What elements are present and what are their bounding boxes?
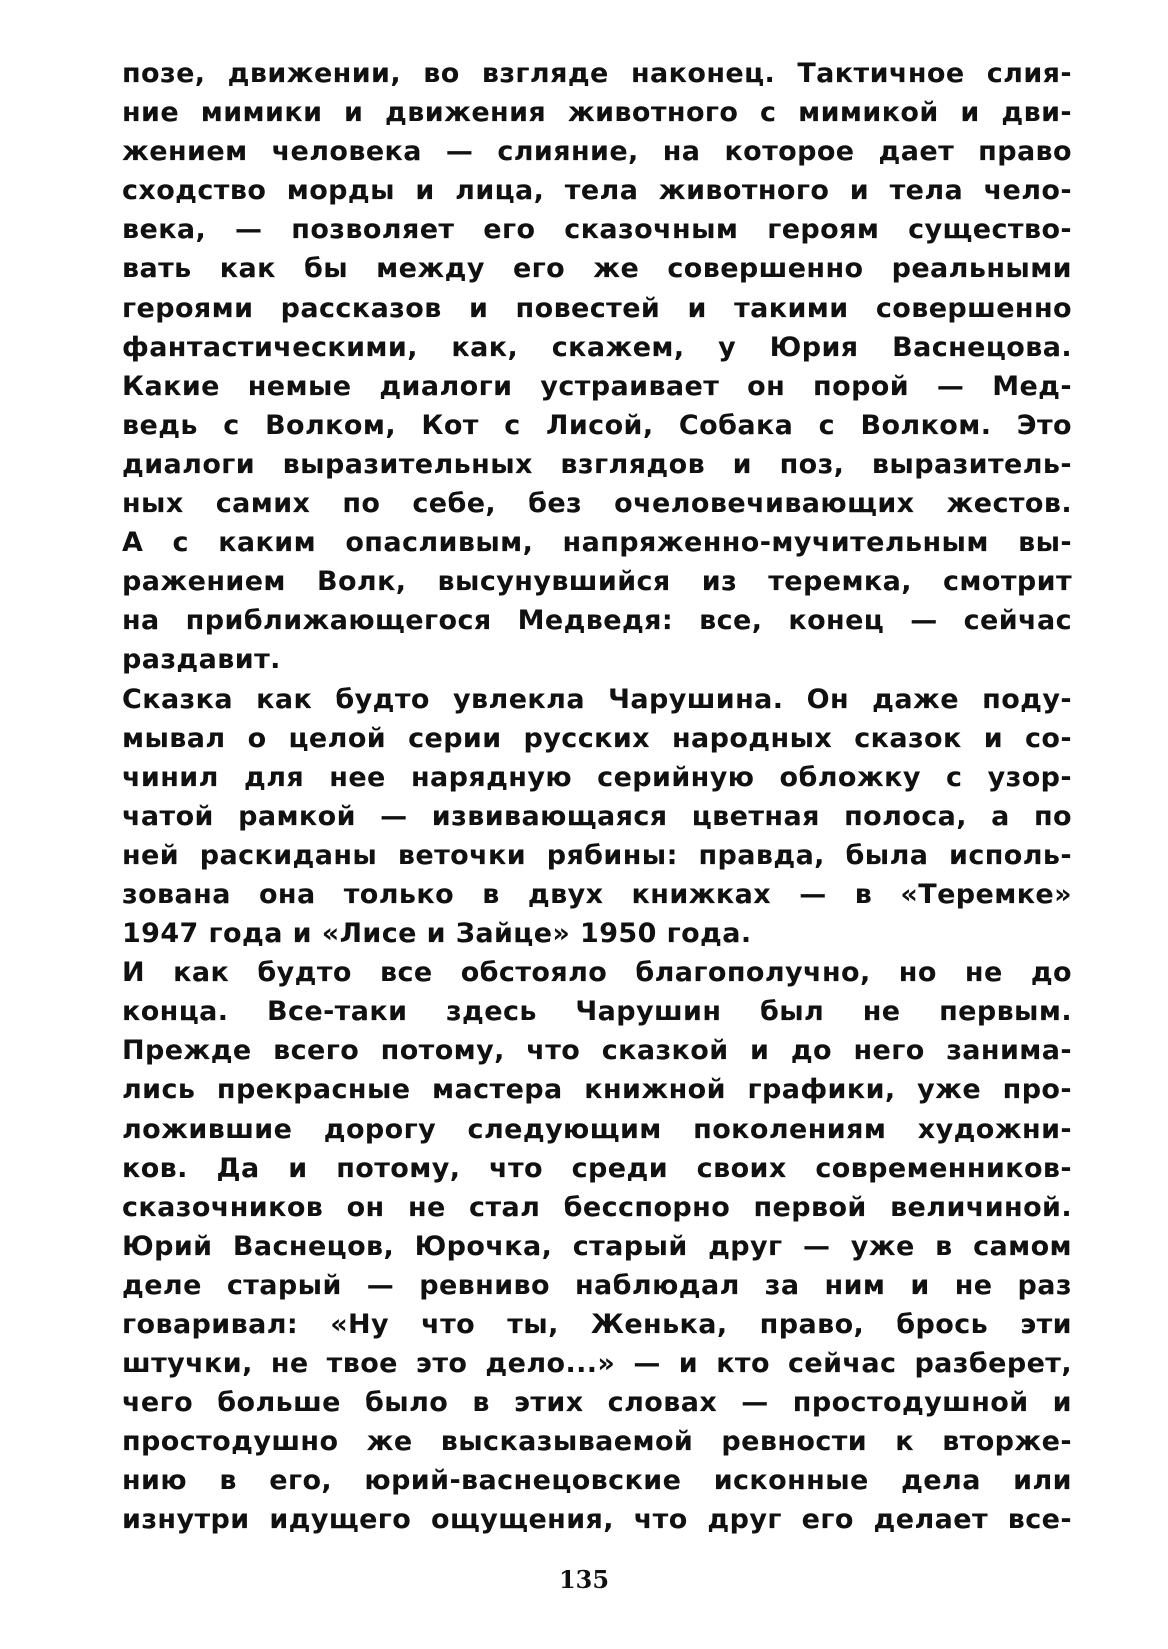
text-line: ражением Волк, высунувшийся из теремка, смотрит xyxy=(122,566,1072,598)
text-line: сказочников он не стал бесспорно первой величиной. xyxy=(122,1191,1072,1223)
text-line: Юрий Васнецов, Юрочка, старый друг — уже в самом xyxy=(122,1230,1072,1262)
text-line: героями рассказов и повестей и такими совершенно xyxy=(122,292,1072,324)
text-line: изнутри идущего ощущения, что друг его делает все- xyxy=(122,1504,1072,1536)
text-line: раздавит. xyxy=(122,644,281,676)
text-line: века, — позволяет его сказочным героям существо- xyxy=(122,214,1072,246)
text-line: сходство морды и лица, тела животного и тела чело- xyxy=(122,175,1072,207)
text-line: 1947 года и «Лисе и Зайце» 1950 года. xyxy=(122,918,752,950)
text-line: штучки, не твое это дело...» — и кто сейчас разберет, xyxy=(122,1348,1072,1380)
text-line: простодушно же высказываемой ревности к вторже- xyxy=(122,1426,1072,1458)
text-line: конца. Все-таки здесь Чарушин был не первым. xyxy=(122,996,1072,1028)
paragraph-3 xyxy=(122,953,1072,1539)
paragraph-1 xyxy=(122,54,1072,680)
text-line: А с каким опасливым, напряженно-мучительным вы- xyxy=(122,527,1072,559)
body-text xyxy=(122,54,1072,1540)
text-line: ных самих по себе, без очеловечивающих жестов. xyxy=(122,488,1072,520)
text-line: ложившие дорогу следующим поколениям художни- xyxy=(122,1113,1072,1145)
text-line: вать как бы между его же совершенно реальными xyxy=(122,253,1072,285)
text-line: говаривал: «Ну что ты, Женька, право, брось эти xyxy=(122,1309,1072,1340)
text-line: Какие немые диалоги устраивает он порой — Мед- xyxy=(122,370,1072,402)
text-line: жением человека — слияние, на которое дает право xyxy=(122,136,1072,168)
text-line: ние мимики и движения животного с мимикой и дви- xyxy=(122,97,1072,129)
text-line: лись прекрасные мастера книжной графики, уже про- xyxy=(122,1074,1072,1106)
text-line: позе, движении, во взгляде наконец. Тактичное слия- xyxy=(122,58,1072,89)
text-line: ков. Да и потому, что среди своих современников- xyxy=(122,1152,1072,1184)
text-line: фантастическими, как, скажем, у Юрия Васнецова. xyxy=(122,331,1072,363)
text-line: зована она только в двух книжках — в «Теремке» xyxy=(122,878,1072,910)
text-line: ней раскиданы веточки рябины: правда, была исполь- xyxy=(122,839,1072,871)
text-line: чинил для нее нарядную серийную обложку с узор- xyxy=(122,761,1072,793)
text-line: Сказка как будто увлекла Чарушина. Он даже поду- xyxy=(122,683,1072,715)
text-line: И как будто все обстояло благополучно, но не до xyxy=(122,957,1072,989)
text-line: мывал о целой серии русских народных сказок и со- xyxy=(122,722,1072,754)
text-line: на приближающегося Медведя: все, конец — сейчас xyxy=(122,605,1072,637)
text-line: диалоги выразительных взглядов и поз, выразитель- xyxy=(122,448,1072,480)
text-line: Прежде всего потому, что сказкой и до него занима- xyxy=(122,1035,1072,1067)
text-line: деле старый — ревниво наблюдал за ним и не раз xyxy=(122,1269,1072,1301)
text-line: нию в его, юрий-васнецовские исконные дела или xyxy=(122,1465,1072,1497)
text-line: ведь с Волком, Кот с Лисой, Собака с Волком. Это xyxy=(122,409,1072,441)
page-number: 135 xyxy=(558,1565,610,1594)
paragraph-2 xyxy=(122,680,1072,954)
text-line: чатой рамкой — извивающаяся цветная полоса, а по xyxy=(122,800,1072,832)
text-line: чего больше было в этих словах — простодушной и xyxy=(122,1387,1072,1419)
